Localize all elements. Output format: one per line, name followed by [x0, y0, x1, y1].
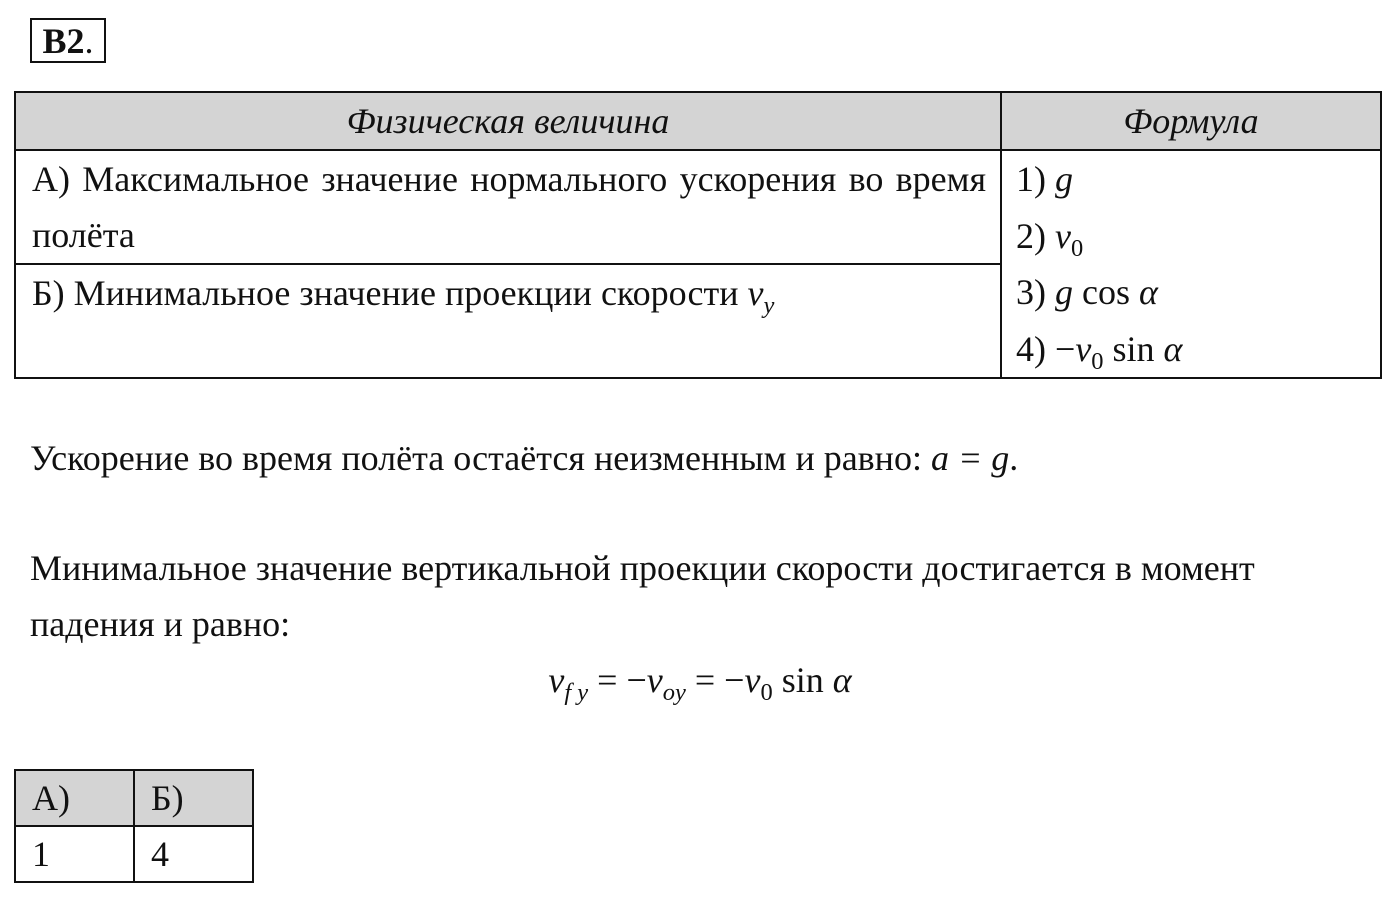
answer-table-header-row: [15, 770, 253, 826]
quantity-b-label: Б) Минимальное значение проекции скорости: [32, 273, 739, 313]
formula-option-2-number: 2): [1016, 215, 1046, 256]
formula-option-4-argument: α: [1163, 328, 1183, 369]
equation-rhs-subscript: 0: [760, 678, 773, 706]
answer-value-a: 1: [15, 826, 134, 882]
answer-header-b: Б): [134, 770, 253, 826]
quantity-b-symbol-subscript: y: [763, 291, 775, 319]
acceleration-formula: a = g: [930, 438, 1010, 478]
formula-option-3-number: 3): [1016, 272, 1046, 312]
matching-table-row-a: [15, 150, 1381, 264]
equation-equals-1: = −: [588, 660, 647, 700]
acceleration-period: .: [1009, 438, 1019, 478]
formula-option-4-subscript: 0: [1091, 347, 1104, 375]
quantity-b-symbol: v: [747, 273, 764, 313]
task-number: B2: [42, 21, 85, 61]
task-number-dot: .: [84, 21, 94, 61]
equation-function: sin: [781, 660, 824, 700]
formula-option-2-subscript: 0: [1070, 234, 1084, 262]
formula-option-3-expression: g: [1055, 272, 1073, 312]
equation-lhs-subscript: f y: [564, 678, 589, 706]
formula-option-1: [1016, 151, 1380, 208]
equation-middle-subscript: oy: [662, 678, 686, 706]
formula-option-3-argument: α: [1139, 272, 1158, 312]
equation-rhs: v: [744, 660, 761, 700]
answer-value-b: 4: [134, 826, 253, 882]
formula-options: [1001, 150, 1381, 378]
equation-middle: v: [646, 660, 663, 700]
solution-paragraph-acceleration: [30, 430, 1018, 486]
answer-header-a: А): [15, 770, 134, 826]
formula-option-4-expression: v: [1075, 328, 1092, 369]
velocity-equation: [0, 655, 1400, 705]
formula-option-2: [1016, 208, 1380, 265]
equation-equals-2: = −: [685, 660, 745, 700]
formula-option-1-number: 1): [1016, 159, 1046, 199]
answer-table: [14, 769, 254, 883]
formula-option-1-expression: g: [1055, 159, 1073, 199]
equation-lhs: v: [548, 660, 565, 700]
formula-option-4-number: 4): [1016, 328, 1046, 369]
answer-table-value-row: [15, 826, 253, 882]
equation-argument: α: [832, 660, 852, 700]
matching-table-header-row: [15, 92, 1381, 150]
header-physical-quantity: Физическая величина: [15, 92, 1001, 150]
formula-option-4: [1016, 321, 1380, 378]
matching-table: [14, 91, 1382, 379]
formula-option-2-expression: v: [1055, 215, 1071, 256]
formula-option-4-function: sin: [1112, 328, 1155, 369]
quantity-b: [15, 264, 1001, 378]
quantity-a: А) Максимальное значение нормального ускорения во время полёта: [15, 150, 1001, 264]
solution-paragraph-velocity: Минимальное значение вертикальной проекции скорости достигается в момент падения и равно:: [30, 548, 1255, 644]
task-number-label: [30, 18, 106, 63]
formula-option-3-function: cos: [1082, 272, 1130, 312]
header-formula: Формула: [1001, 92, 1381, 150]
acceleration-text: Ускорение во время полёта остаётся неизменным и равно:: [30, 438, 922, 478]
formula-option-3: [1016, 264, 1380, 321]
formula-option-4-minus: −: [1055, 328, 1076, 369]
